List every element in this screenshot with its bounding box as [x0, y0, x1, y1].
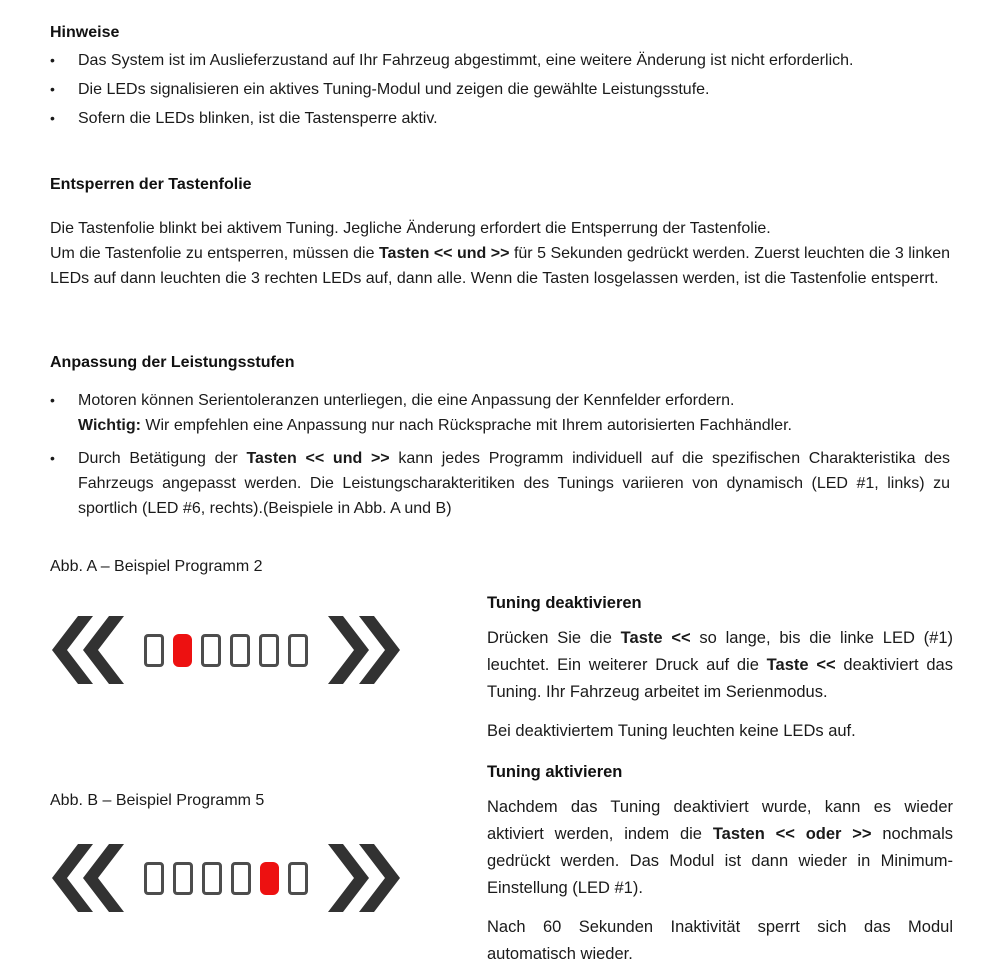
led-indicator-6 — [288, 862, 308, 895]
led-indicator-4 — [230, 634, 250, 667]
led-indicator-1 — [144, 634, 164, 667]
double-chevron-left-icon — [52, 616, 124, 684]
bullet-marker: • — [50, 450, 55, 466]
tuning-deaktivieren-paragraph-2: Bei deaktiviertem Tuning leuchten keine LEDs auf. — [487, 722, 856, 740]
led-indicator-4 — [231, 862, 251, 895]
figure-a-caption: Abb. A – Beispiel Programm 2 — [50, 558, 263, 575]
hinweise-bullet-1: Das System ist im Auslieferzustand auf Ihr Fahrzeug abgestimmt, eine weitere Änderung ist nicht erforderlich. — [78, 52, 854, 69]
section-anpassung — [50, 354, 950, 529]
led-indicator-1 — [144, 862, 164, 895]
led-strip — [144, 862, 308, 895]
section-tuning-right-column — [487, 590, 953, 968]
figure-b-led-display — [52, 844, 400, 912]
list-item — [50, 106, 950, 131]
tuning-aktivieren-paragraph-1: Nachdem das Tuning deaktiviert wurde, kann es wieder aktiviert werden, indem die Tasten << oder >> nochmals gedrückt werden. Das Modul ist dann wieder in Minimum-Einstellung (LED #1). — [487, 798, 953, 897]
tuning-deaktivieren-paragraph-1: Drücken Sie die Taste << so lange, bis die linke LED (#1) leuchtet. Ein weiterer Druck auf die Taste << deaktiviert das Tuning. Ihr Fahrzeug arbeitet im Serienmodus. — [487, 629, 953, 701]
anpassung-bullet-2: Durch Betätigung der Tasten << und >> kann jedes Programm individuell auf die spezifischen Charakteristika des Fahrzeugs angepasst werden. Die Leistungscharakteritiken des Tunings variieren von dynamisch (LED #1, links) zu sportlich (LED #6, rechts).(Beispiele in Abb. A und B) — [78, 450, 951, 517]
led-indicator-6 — [288, 634, 308, 667]
tuning-aktivieren-paragraph-2: Nach 60 Sekunden Inaktivität sperrt sich das Modul automatisch wieder. — [487, 918, 953, 963]
double-chevron-left-icon — [52, 844, 124, 912]
led-strip — [144, 634, 308, 667]
led-indicator-3 — [201, 634, 221, 667]
anpassung-bullet-1: Motoren können Serientoleranzen unterliegen, die eine Anpassung der Kennfelder erfordern. Wichtig: Wir empfehlen eine Anpassung nur nach Rücksprache mit Ihrem autorisierten Fachhändler. — [78, 392, 792, 434]
section-entsperren — [50, 176, 950, 291]
list-item — [50, 77, 950, 102]
hinweise-title: Hinweise — [50, 24, 120, 41]
entsperren-title: Entsperren der Tastenfolie — [50, 176, 252, 193]
list-item — [50, 446, 950, 521]
led-indicator-5 — [259, 634, 279, 667]
double-chevron-right-icon — [328, 616, 400, 684]
list-item — [50, 388, 950, 438]
bullet-marker: • — [50, 392, 55, 408]
section-hinweise — [50, 24, 950, 135]
figure-b-caption: Abb. B – Beispiel Programm 5 — [50, 792, 265, 809]
figure-a-led-display — [52, 616, 400, 684]
led-indicator-3 — [202, 862, 222, 895]
list-item — [50, 48, 950, 73]
bullet-marker: • — [50, 81, 55, 97]
hinweise-bullet-3: Sofern die LEDs blinken, ist die Tastensperre aktiv. — [78, 110, 438, 127]
led-indicator-2-active — [173, 634, 192, 667]
bullet-marker: • — [50, 52, 55, 68]
entsperren-paragraph-2: Um die Tastenfolie zu entsperren, müssen die Tasten << und >> für 5 Sekunden gedrückt werden. Zuerst leuchten die 3 linken LEDs auf dann leuchten die 3 rechten LEDs auf, dann alle. Wenn die Tasten losgelassen werden, ist die Tastenfolie entsperrt. — [50, 245, 951, 287]
entsperren-paragraph-1: Die Tastenfolie blinkt bei aktivem Tuning. Jegliche Änderung erfordert die Entsperrung der Tastenfolie. — [50, 220, 771, 237]
led-indicator-2 — [173, 862, 193, 895]
hinweise-bullet-2: Die LEDs signalisieren ein aktives Tuning-Modul und zeigen die gewählte Leistungsstufe. — [78, 81, 710, 98]
anpassung-title: Anpassung der Leistungsstufen — [50, 354, 295, 371]
tuning-aktivieren-title: Tuning aktivieren — [487, 763, 623, 781]
tuning-deaktivieren-title: Tuning deaktivieren — [487, 594, 642, 612]
double-chevron-right-icon — [328, 844, 400, 912]
bullet-marker: • — [50, 110, 55, 126]
led-indicator-5-active — [260, 862, 279, 895]
